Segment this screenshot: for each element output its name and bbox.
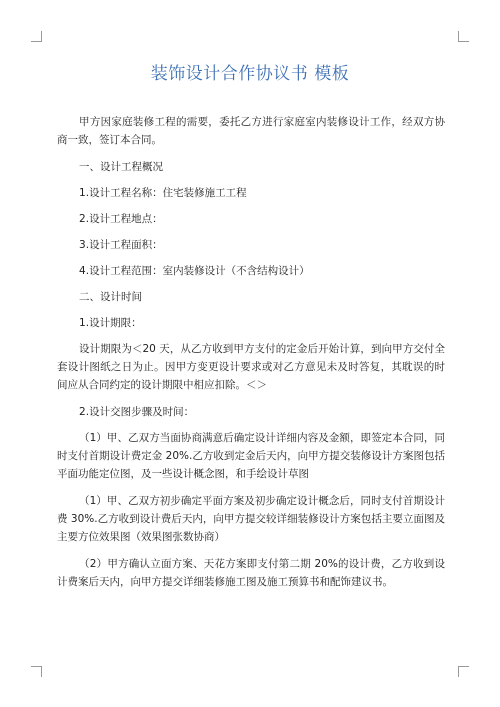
project-location-item: 2.设计工程地点： — [79, 213, 163, 225]
document-title: 装饰设计合作协议书 模板 — [150, 64, 350, 84]
project-scope-item: 4.设计工程范围：室内装修设计（不含结构设计） — [79, 265, 310, 277]
crop-mark-bottom-right — [458, 666, 469, 677]
crop-mark-top-right — [458, 31, 469, 42]
delivery-step-paragraph: （1）甲、乙双方当面协商满意后确定设计详细内容及金额，即签定本合同，同时支付首期设计费定金 20%.乙方收到定金后天内，向甲方提交装修设计方案图包括平面功能定位图，及一些设计概念图，和手绘设计草图 — [57, 432, 445, 480]
document-body — [57, 113, 445, 600]
design-period-paragraph: 设计期限为＜20 天，从乙方收到甲方支付的定金后开始计算，到向甲方交付全套设计图纸之日为止。因甲方变更设计要求或对乙方意见未及时答复，其耽误的时间应从合同约定的设计期限中相应扣除。＜＞ — [57, 343, 445, 391]
intro-paragraph: 甲方因家庭装修工程的需要，委托乙方进行家庭室内装修设计工作，经双方协商一致，签订本合同。 — [57, 116, 445, 146]
design-period-heading: 1.设计期限： — [79, 317, 142, 329]
delivery-step-paragraph: （2）甲方确认立面方案、天花方案即支付第二期 20%的设计费，乙方收到设计费案后天内，向甲方提交详细装修施工图及施工预算书和配饰建议书。 — [57, 558, 445, 588]
crop-mark-top-left — [31, 31, 42, 42]
crop-mark-bottom-left — [31, 666, 42, 677]
section-heading-design-time: 二、设计时间 — [79, 291, 143, 303]
delivery-steps-heading: 2.设计交图步骤及时间： — [79, 406, 195, 418]
delivery-step-paragraph: （1）甲、乙双方初步确定平面方案及初步确定设计概念后，同时支付首期设计费 30%.乙方收到设计费后天内，向甲方提交较详细装修设计方案包括主要立面图及主要方位效果图（效果图张数协商） — [57, 495, 445, 543]
section-heading-project-overview: 一、设计工程概况 — [79, 161, 164, 173]
project-name-item: 1.设计工程名称：住宅装修施工工程 — [79, 187, 247, 199]
project-area-item: 3.设计工程面积： — [79, 239, 163, 251]
